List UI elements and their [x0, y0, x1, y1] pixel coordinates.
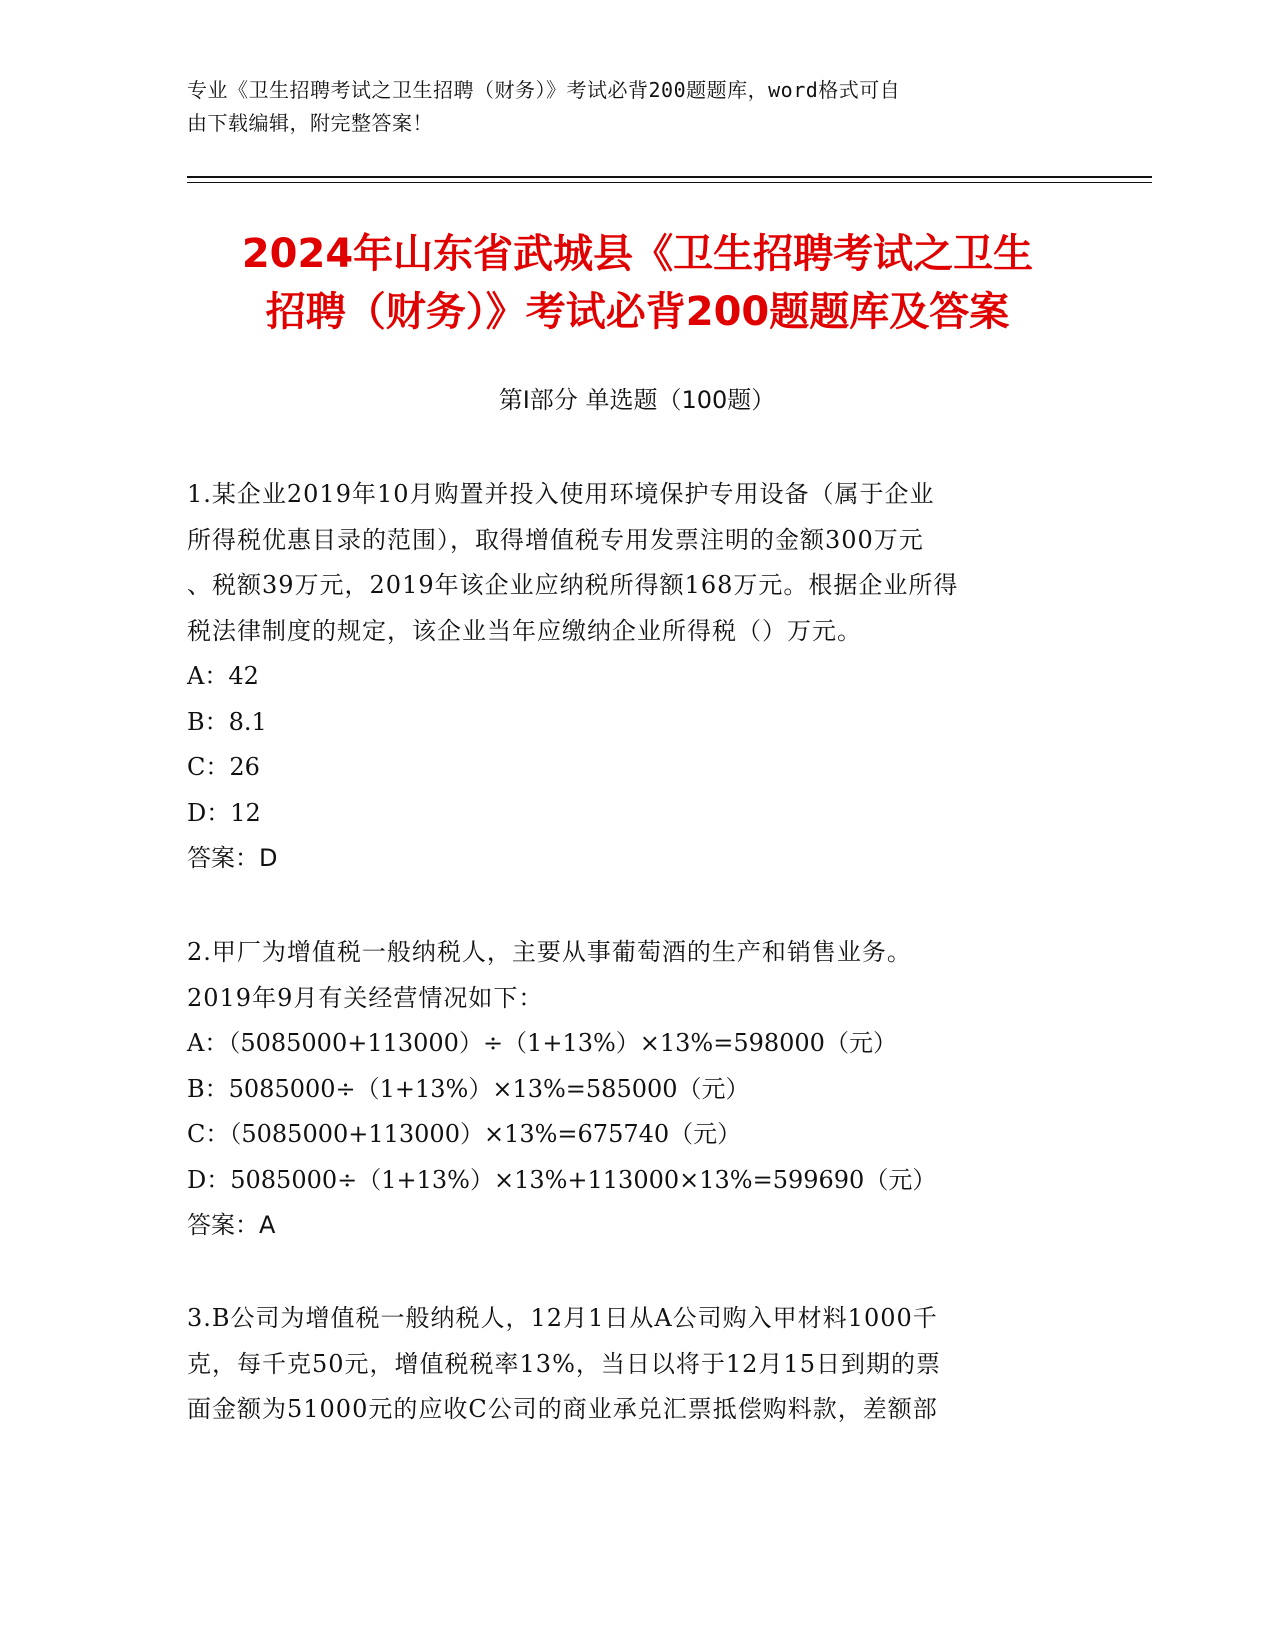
- option-d: D：12: [187, 798, 261, 827]
- option-a: A：（5085000+113000）÷（1+13%）×13%=598000（元）: [187, 1029, 897, 1057]
- document-title-line: 2024年山东省武城县《卫生招聘考试之卫生: [241, 231, 1034, 277]
- option-c: C：（5085000+113000）×13%=675740（元）: [187, 1120, 742, 1148]
- question-3: [187, 1296, 1077, 1433]
- question-2: [187, 930, 1077, 1249]
- option-d: D：5085000÷（1+13%）×13%+113000×13%=599690（元）: [187, 1165, 937, 1194]
- question-stem-line: 2.甲厂为增值税一般纳税人，主要从事葡萄酒的生产和销售业务。: [187, 938, 912, 966]
- question-stem-line: 面金额为51000元的应收C公司的商业承兑汇票抵偿购料款，差额部: [187, 1395, 938, 1423]
- question-stem-line: 、税额39万元，2019年该企业应纳税所得额168万元。根据企业所得: [187, 571, 959, 599]
- section-title: 第Ⅰ部分 单选题（100题）: [498, 386, 776, 414]
- document-title-line: 招聘（财务）》考试必背200题题库及答案: [265, 289, 1010, 335]
- question-1: [187, 472, 1077, 882]
- question-stem-line: 所得税优惠目录的范围），取得增值税专用发票注明的金额300万元: [187, 525, 924, 554]
- question-stem-line: 1.某企业2019年10月购置并投入使用环境保护专用设备（属于企业: [187, 480, 935, 508]
- question-stem-line: 税法律制度的规定，该企业当年应缴纳企业所得税（）万元。: [187, 616, 862, 645]
- answer: 答案：A: [187, 1211, 276, 1239]
- header-note-line: 专业《卫生招聘考试之卫生招聘（财务）》考试必背200题题库，word格式可自: [187, 78, 901, 102]
- header-divider-thin: [187, 182, 1152, 183]
- header-divider-thick: [187, 176, 1152, 178]
- option-c: C：26: [187, 753, 260, 781]
- answer: 答案：D: [187, 844, 278, 872]
- document-title: [160, 225, 1115, 341]
- option-b: B：8.1: [187, 707, 267, 736]
- option-b: B：5085000÷（1+13%）×13%=585000（元）: [187, 1074, 750, 1103]
- header-note: [187, 74, 1087, 140]
- option-a: A：42: [187, 662, 259, 690]
- question-stem-line: 2019年9月有关经营情况如下：: [187, 983, 544, 1012]
- header-note-line: 由下载编辑，附完整答案！: [187, 111, 433, 135]
- question-stem-line: 3.B公司为增值税一般纳税人，12月1日从A公司购入甲材料1000千: [187, 1304, 938, 1332]
- question-stem-line: 克，每千克50元，增值税税率13%，当日以将于12月15日到期的票: [187, 1349, 941, 1378]
